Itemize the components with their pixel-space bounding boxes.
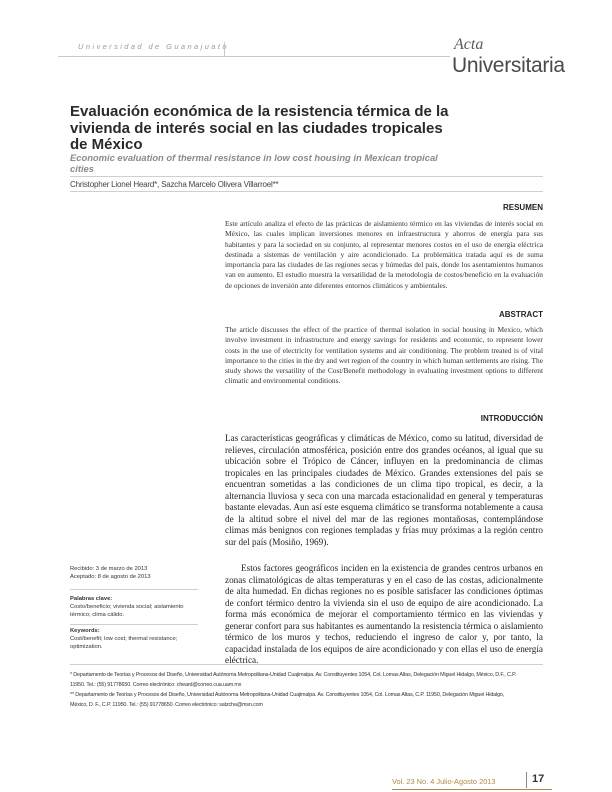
abstract-text: The article discusses the effect of the practice of thermal isolation in social housing in Mexico, which involve investment in infrastructure and energy savings for residents and economic, to represent lower costs in the use of electricity for ventilation systems and air conditioning. The problem treated is of vital importance to the cities in the dry and wet region of the country in which human settlements are rising. The study shows the versatility of the Cost/Benefit methodology in evaluating investment options to different climatic and environmental conditions. — [225, 325, 543, 386]
header-divider — [224, 42, 225, 56]
page-divider — [526, 772, 527, 788]
sidebar-rule-2 — [70, 624, 198, 625]
footer-rule — [392, 789, 552, 790]
footnote-1-line-1: * Departamento de Teorías y Procesos del Diseño, Universidad Autónoma Metropolitana-Unidad Cuajimalpa. Av. Constituyentes 1054, Col. Lomas Altas, Delegación Miguel Hidalgo, México, D.F., C.P. — [70, 672, 517, 678]
intro-paragraph-2: Estos factores geográficos inciden en la existencia de grandes centros urbanos en zonas climatológicas de altas temperaturas y en el caso de las costas, adicionalmente de alta humedad. En dichas regiones no es posible satisfacer las condiciones óptimas de confort térmico dentro la vivienda sin el uso de equipo de aire acondicionado. La forma más económica de mejorar el comportamiento térmico en las viviendas y generar confort para sus habitantes es aumentando la resistencia térmica o aislamiento térmico de los muros y techos, reduciendo el ingreso de calor y, por tanto, la capacidad instalada de los equipos de aire acondicionado y con ellas el uso de energía eléctrica. — [225, 563, 543, 665]
sidebar-rule-1 — [70, 589, 198, 590]
article-title: Evaluación económica de la resistencia térmica de la vivienda de interés social en las ciudades tropicales de México — [70, 103, 449, 153]
palabras-clave: Costo/beneficio; vivienda social; aislamiento térmico; clima cálido. — [70, 604, 184, 618]
journal-issue: Vol. 23 No. 4 Julio-Agosto 2013 — [392, 777, 496, 786]
title-rule — [70, 176, 543, 177]
received-date: Recibido: 3 de marzo de 2013 — [70, 566, 148, 572]
page-number: 17 — [532, 773, 545, 785]
resumen-text: Este artículo analiza el efecto de las prácticas de aislamiento térmico en las viviendas de interés social en México, las cuales implican inversiones menores en infraestructura y ahorros de energía para sus habitantes y para la sociedad en su conjunto, al representar menores costos en el uso de energía eléctrica destinada a sistemas de ventilación y aire acondicionado. La problemática tratada aquí es de suma importancia para las ciudades de las regiones secas y húmedas del país, donde los asentamientos humanos van en aumento. El estudio muestra la versatilidad de la metodología de costos/beneficio en la evaluación de opciones de inversión ante diferentes entornos climáticos y ambientales. — [225, 219, 543, 290]
introduccion-heading: INTRODUCCIÓN — [480, 414, 543, 423]
footnote-2-line-2: México, D. F., C.P. 11950. Tel.: (55) 91778650. Correo electrónico: satzcha@msn.com — [70, 702, 263, 708]
keywords-label: Keywords: — [70, 628, 100, 634]
authors-rule — [70, 191, 543, 192]
footnote-1-line-2: 11950. Tel.: (55) 91778650. Correo electrónico: cheard@correo.cua.uam.mx — [70, 682, 242, 688]
accepted-date: Aceptado: 8 de agosto de 2013 — [70, 574, 151, 580]
intro-paragraph-1: Las características geográficas y climáticas de México, como su latitud, diversidad de relieves, circulación atmosférica, posición entre dos grandes océanos, al igual que su ubicación sobre el Trópico de Cáncer, influyen en la predominancia de climas tropicales en las principales ciudades de México. Grandes extensiones del país se encuentran sometidas a las condiciones de un clima tipo tropical, es decir, a la alternancia lluviosa y seca con una marcada estacionalidad en general y temperaturas bastante elevadas. Aun así este esquema climático se transforma notablemente a causa de la altitud sobre el nivel del mar de las regiones montañosas, contemplándose climas más benignos con regiones templadas y frías muy próximas a la región centro sur del país (Mosiño, 1969). — [225, 433, 543, 547]
logo-universitaria: Universitaria — [452, 54, 565, 77]
palabras-clave-label: Palabras clave: — [70, 596, 113, 602]
abstract-heading: ABSTRACT — [499, 310, 543, 319]
university-name: Universidad de Guanajuato — [78, 42, 229, 51]
logo-acta: Acta — [454, 36, 484, 53]
article-subtitle: Economic evaluation of thermal resistance in low cost housing in Mexican tropical cities — [70, 152, 438, 174]
keywords: Cost/benefit; low cost; thermal resistance; optimization. — [70, 636, 178, 650]
header-rule — [58, 56, 450, 57]
resumen-heading: RESUMEN — [502, 203, 543, 212]
footnote-rule — [70, 664, 543, 665]
footnote-2-line-1: ** Departamento de Teorías y Procesos del Diseño, Universidad Autónoma Metropolitana-Unidad Cuajimalpa. Av. Constituyentes 1054, Col. Lomas Altas, C.P. 11950, Delegación Miguel Hidalgo, — [70, 692, 505, 698]
article-authors: Christopher Lionel Heard*, Sazcha Marcelo Olivera Villarroel** — [70, 180, 279, 189]
